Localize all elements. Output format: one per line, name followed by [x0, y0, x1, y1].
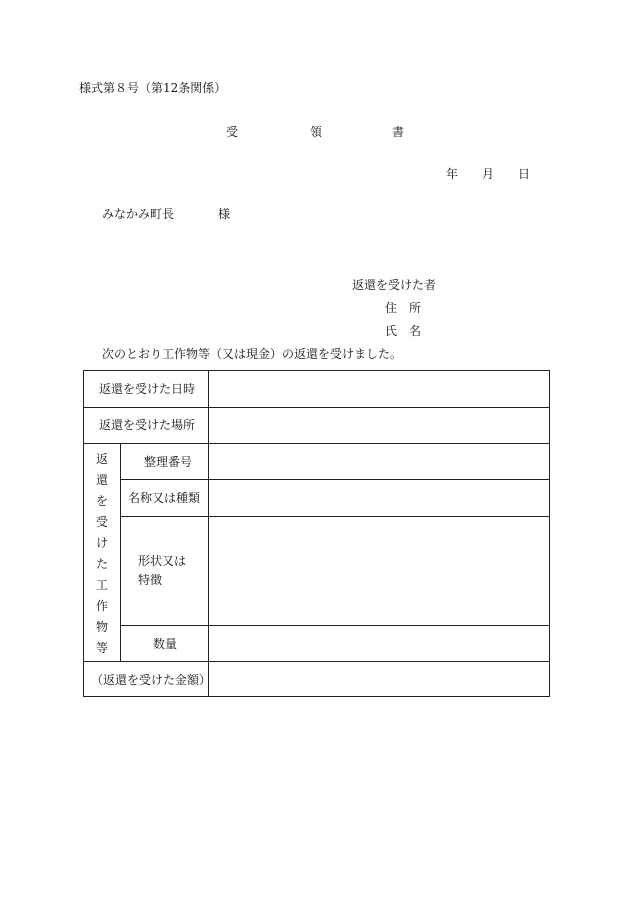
group-label-char: た	[95, 556, 108, 571]
date-year-label: 年	[446, 167, 459, 181]
addressee-honorific: 様	[218, 207, 231, 221]
group-label-char: 返	[95, 451, 108, 466]
reference-number-field[interactable]	[209, 444, 549, 479]
title-char-2: 領	[310, 125, 323, 139]
addressee-name: みなかみ町長	[102, 207, 175, 221]
title-char-3: 書	[392, 125, 405, 139]
group-label-char: け	[95, 535, 108, 550]
recipient-label: 返還を受けた者	[352, 278, 437, 292]
returned-items-group-label	[84, 444, 120, 662]
amount-label: （返還を受けた金額）	[91, 673, 212, 687]
group-label-char: 物	[95, 619, 108, 634]
place-field[interactable]	[209, 408, 549, 443]
statement-text: 次のとおり工作物等（又は現金）の返還を受けました。	[102, 347, 403, 361]
group-label-char: 還	[95, 472, 108, 487]
group-label-char: 等	[95, 640, 108, 655]
date-day-label: 日	[518, 167, 531, 181]
quantity-label: 数量	[153, 637, 178, 651]
amount-field[interactable]	[209, 662, 549, 696]
form-number: 様式第８号（第12条関係）	[79, 81, 227, 95]
group-label-char: 作	[95, 598, 108, 613]
shape-features-label-line2: 特徴	[138, 573, 163, 587]
group-label-char: を	[95, 493, 108, 508]
column-divider	[120, 443, 121, 661]
address-label: 住 所	[385, 301, 422, 315]
place-label: 返還を受けた場所	[99, 418, 196, 432]
name-or-type-field[interactable]	[209, 480, 549, 516]
return-details-table	[83, 370, 550, 697]
date-month-label: 月	[482, 167, 495, 181]
quantity-field[interactable]	[209, 626, 549, 661]
title-char-1: 受	[226, 125, 239, 139]
group-label-char: 工	[95, 577, 108, 592]
shape-features-label-line1: 形状又は	[138, 554, 187, 568]
date-time-field[interactable]	[209, 371, 549, 407]
group-label-char: 受	[95, 514, 108, 529]
reference-number-label: 整理番号	[144, 455, 193, 469]
shape-features-field[interactable]	[209, 517, 549, 625]
name-or-type-label: 名称又は種類	[128, 491, 201, 505]
name-label: 氏 名	[385, 324, 422, 338]
date-time-label: 返還を受けた日時	[99, 382, 196, 396]
